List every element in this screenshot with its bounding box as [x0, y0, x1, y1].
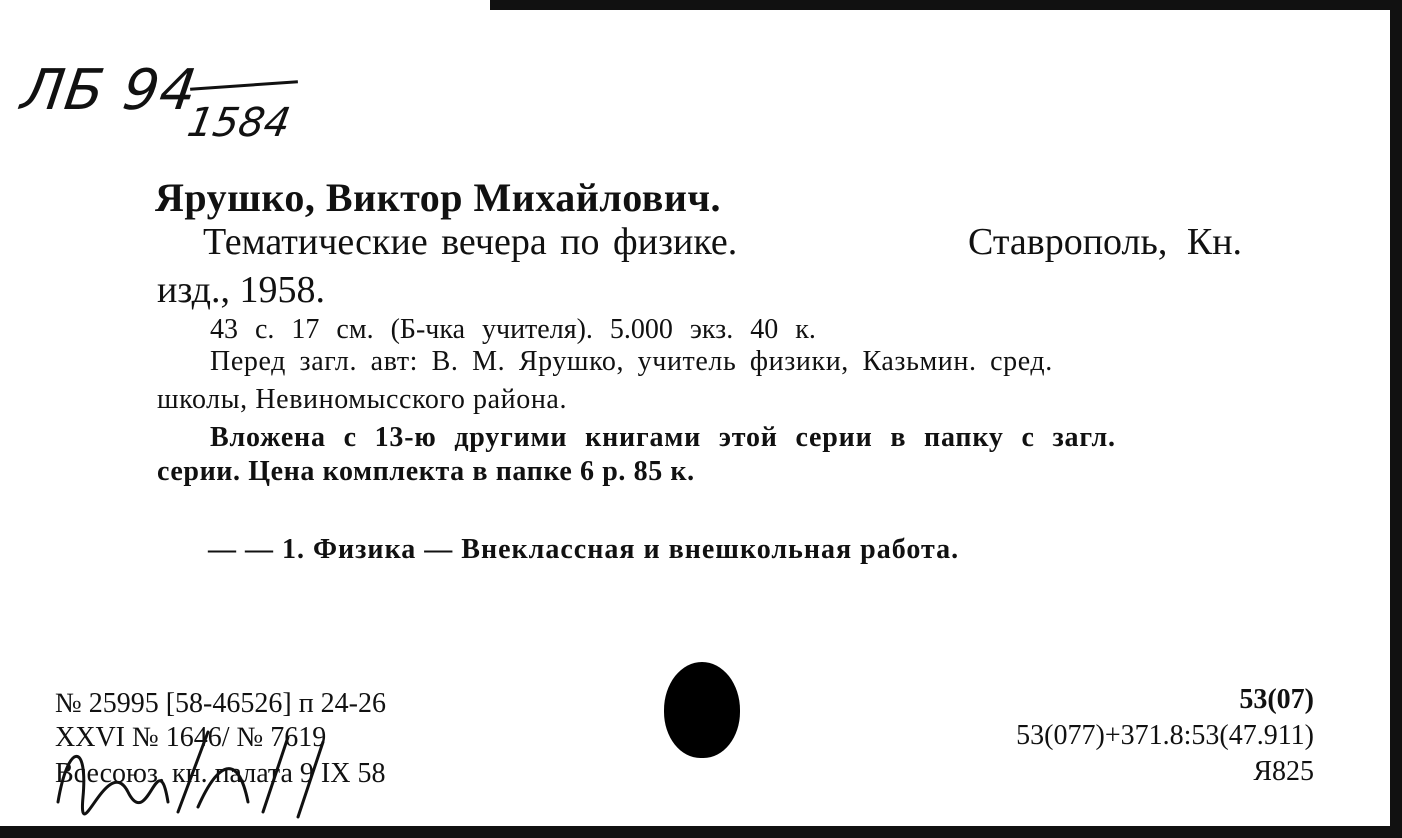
note-line-1: Перед загл. авт: В. М. Ярушко, учитель физики, Казьмин. сред.: [210, 346, 1053, 377]
footer-right-line-1: 53(07): [1239, 684, 1314, 715]
handwritten-scribble: [48, 722, 338, 822]
footer-left-line-1: № 25995 [58-46526] п 24-26: [55, 688, 386, 719]
call-number-sub: 1584: [183, 100, 294, 146]
punch-hole: [664, 662, 740, 758]
note-line-2: школы, Невиномысского района.: [157, 384, 568, 415]
note-line-4: серии. Цена комплекта в папке 6 р. 85 к.: [157, 456, 695, 487]
publication-place: Ставрополь, Кн.: [968, 221, 1243, 263]
footer-right-line-3: Я825: [1253, 756, 1314, 787]
book-title: Тематические вечера по физике.: [203, 221, 738, 263]
publisher-year: изд., 1958.: [157, 269, 325, 311]
right-border: [1390, 0, 1402, 838]
note-line-3: Вложена с 13-ю другими книгами этой серии в папку с загл.: [210, 422, 1116, 453]
call-number-main: ЛБ 94: [17, 58, 202, 123]
top-border: [490, 0, 1402, 10]
physical-description: 43 с. 17 см. (Б-чка учителя). 5.000 экз. 40 к.: [210, 314, 816, 345]
subject-heading: — — 1. Физика — Внеклассная и внешкольная работа.: [208, 534, 960, 565]
bottom-border: [0, 826, 1402, 838]
call-number-fraction-bar: [190, 80, 298, 91]
author-heading: Ярушко, Виктор Михайлович.: [155, 175, 722, 220]
footer-left-line-3: Всесоюз. кн. палата 9 IX 58: [55, 758, 386, 789]
footer-left-line-2: XXVI № 1646/ № 7619: [55, 722, 327, 753]
footer-right-line-2: 53(077)+371.8:53(47.911): [1016, 720, 1314, 751]
